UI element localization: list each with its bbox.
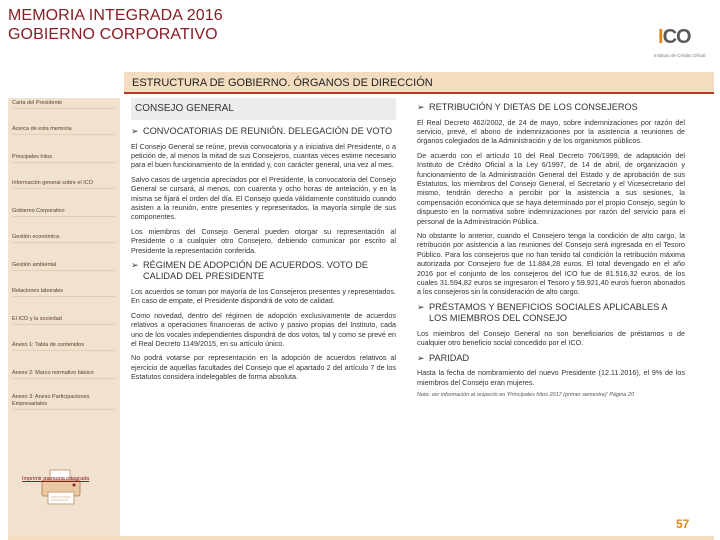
- arrow-bullet-icon: ➢: [131, 126, 139, 136]
- paragraph: Los miembros del Consejo General no son beneficiarios de préstamos o de cualquier otro beneficio social concedido por el ICO.: [417, 328, 685, 348]
- paragraph: Los acuerdos se toman por mayoría de los Consejeros presentes y representados. En caso de empate, el Presidente dispondrá de voto de calidad.: [131, 286, 396, 306]
- paragraph: Hasta la fecha de nombramiento del nuevo Presidente (12.11.2016), el 9% de los miembros del Consejo eran mujeres.: [417, 368, 685, 387]
- arrow-bullet-icon: ➢: [417, 301, 425, 312]
- paragraph: El Consejo General se reúne, previa convocatoria y a iniciativa del Presidente, o a petición de, al menos la mitad de sus Consejeros, cuantas veces estime necesario para el buen funcionamiento de la entidad y, con carácter general, una vez al mes.: [131, 141, 396, 170]
- page-title: [8, 6, 223, 44]
- sidebar-item-carta[interactable]: Carta del Presidente: [12, 100, 116, 109]
- section-banner: ESTRUCTURA DE GOBIERNO. ÓRGANOS DE DIRECCIÓN: [124, 72, 714, 94]
- page-number: 57: [676, 517, 690, 531]
- print-report-link[interactable]: Imprimir memoria integrada: [22, 476, 90, 482]
- ico-logo: [650, 18, 716, 64]
- column-retribucion: [417, 98, 685, 399]
- logo-mark: ICO: [658, 26, 691, 48]
- sidebar-item-laborales[interactable]: Relaciones laborales: [12, 288, 116, 297]
- arrow-bullet-icon: ➢: [417, 102, 425, 112]
- footer-bar: [8, 536, 714, 540]
- section-title-retribucion: ➢ RETRIBUCIÓN Y DIETAS DE LOS CONSEJEROS: [417, 102, 638, 112]
- sidebar-item-acerca[interactable]: Acerca de esta memoria: [12, 126, 116, 135]
- section-title-regimen: ➢ RÉGIMEN DE ADOPCIÓN DE ACUERDOS. VOTO DE CALIDAD DEL PRESIDENTE: [131, 259, 368, 282]
- paragraph: De acuerdo con el artículo 10 del Real Decreto 706/1999, de adaptación del Instituto de Crédito Oficial a la Ley 6/1997, de 14 de abril, de organización y funcionamiento de la Administración General del Estado y de aprobación de sus Estatutos, los miembros del Consejo General, el Secretario y el Vicesecretario del mismo, tendrán derecho a percibir por la asistencia a sus sesiones, la compensación económica que se haya determinado por el propio Consejo, según lo dispuesto en la normativa sobre indemnizaciones por razón del servicio para el personal de la Administración Pública.: [417, 150, 685, 226]
- paragraph: Los miembros del Consejo General pueden otorgar su representación al Presidente o a cualquier otro Consejero, debiendo comunicar por escrito al Presidente la representación conferida.: [131, 226, 396, 255]
- sidebar-item-sociedad[interactable]: El ICO y la sociedad: [12, 316, 116, 325]
- sidebar-item-ambiental[interactable]: Gestión ambiental: [12, 262, 116, 271]
- sidebar-item-anexo3[interactable]: Anexo 3: Anexo Participaciones Empresariales: [12, 394, 116, 410]
- paragraph: No podrá votarse por representación en la adopción de acuerdos relativos al ejercicio de aquellas facultades del Consejo que el apartado 2 del artículo 7 de los Estatutos considera indelegables de forma absoluta.: [131, 353, 396, 382]
- paragraph: No obstante lo anterior, cuando el Consejero tenga la condición de alto cargo, la retribución por asistencia a las reuniones del Consejo será ingresada en el Tesoro Público. Para los consejeros que no han tenido tal condición la retribución máxima autorizada por Consejero fue de 11.884,28 euros. El total devengado en el año 2016 por el conjunto de los consejeros del ICO fue de 81.516,32 euros, de los cuales 31.594,82 euros se ingresaron el Tesoro y 59.921,40 euros fueron abonados a los consejeros sin la consideración de alto cargo.: [417, 230, 685, 297]
- printer-icon[interactable]: [38, 468, 84, 508]
- title-line-2: GOBIERNO CORPORATIVO: [8, 26, 218, 43]
- column-consejo-general: [131, 98, 396, 387]
- sidebar-nav: [8, 98, 120, 536]
- paragraph: Como novedad, dentro del régimen de adopción exclusivamente de acuerdos relativos a operaciones financieras de activo y pasivo propias del Instituto, cada uno de los vocales independientes dispondrá de dos votos, tal y como se prevé en el Real Decreto 1149/2015, en su artículo único.: [131, 310, 396, 348]
- arrow-bullet-icon: ➢: [131, 259, 139, 270]
- logo-subtext: Instituto de Crédito Oficial: [654, 53, 706, 58]
- section-title-paridad: ➢ PARIDAD: [417, 352, 470, 363]
- arrow-bullet-icon: ➢: [417, 352, 425, 363]
- title-line-1: MEMORIA INTEGRADA 2016: [8, 7, 223, 24]
- footnote: Nota: ver información al respecto en 'Principales hitos 2017 (primer semestre)' Página 20: [417, 391, 635, 398]
- sidebar-item-economica[interactable]: Gestión económica: [12, 234, 116, 243]
- sidebar-item-informacion[interactable]: Información general sobre el ICO: [12, 180, 116, 189]
- section-title-prestamos: ➢ PRÉSTAMOS Y BENEFICIOS SOCIALES APLICABLES A LOS MIEMBROS DEL CONSEJO: [417, 301, 667, 324]
- sidebar-item-anexo1[interactable]: Anexo 1: Tabla de contenidos: [12, 342, 116, 351]
- sidebar-item-gobierno[interactable]: Gobierno Corporativo: [12, 208, 116, 217]
- paragraph: El Real Decreto 462/2002, de 24 de mayo, sobre indemnizaciones por razón del servicio, prevé, el abono de indemnizaciones por la asistencia a reuniones de órganos colegiados de la Administración y de los organismos públicos.: [417, 117, 685, 146]
- sidebar-item-hitos[interactable]: Principales hitos: [12, 154, 116, 163]
- column-label: CONSEJO GENERAL: [131, 98, 396, 120]
- paragraph: Salvo casos de urgencia apreciados por el Presidente, la convocatoria del Consejo General se cursará, al menos, con cuarenta y ocho horas de antelación, y en la misma se fijará el orden del día. El Consejo queda válidamente constituido cuando asisten a la reunión, entre presentes y representados, la mayoría simple de sus componentes.: [131, 174, 396, 222]
- section-title-convocatorias: ➢ CONVOCATORIAS DE REUNIÓN. DELEGACIÓN DE VOTO: [131, 126, 393, 136]
- sidebar-item-anexo2[interactable]: Anexo 2: Marco normativo básico: [12, 370, 116, 379]
